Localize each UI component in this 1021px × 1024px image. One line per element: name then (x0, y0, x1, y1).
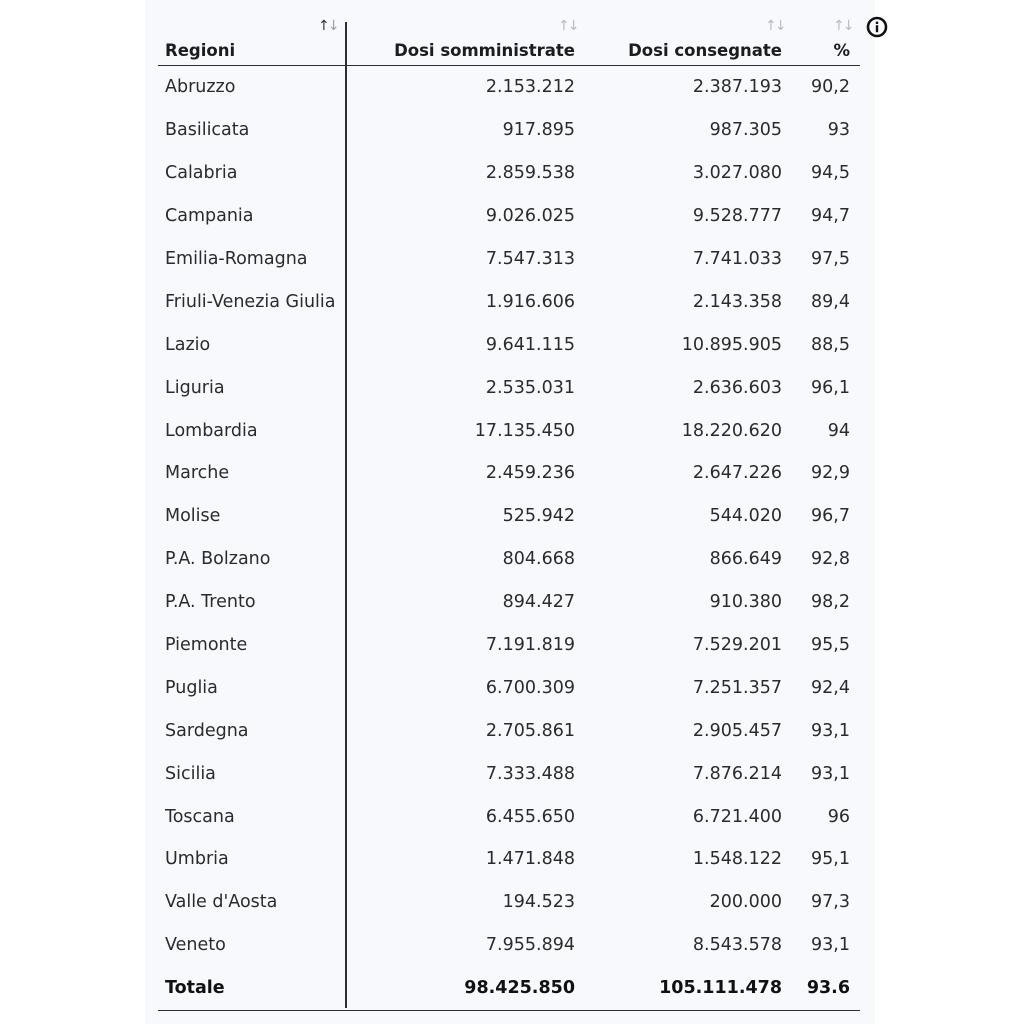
table-row (158, 752, 860, 795)
percent-cell: 93,1 (811, 935, 850, 956)
somministrate-cell: 6.455.650 (485, 806, 575, 827)
consegnate-cell: 544.020 (709, 506, 782, 527)
somministrate-cell: 9.641.115 (485, 334, 575, 355)
consegnate-cell: 18.220.620 (681, 420, 782, 441)
region-cell: Molise (165, 506, 221, 527)
percent-cell: 93,1 (811, 763, 850, 784)
consegnate-cell: 200.000 (709, 892, 782, 913)
sort-somministrate-button[interactable]: ↑↓ (558, 18, 578, 34)
total-somministrate: 98.425.850 (464, 978, 575, 999)
region-cell: Lazio (165, 334, 211, 355)
total-row (158, 967, 860, 1011)
table-row (158, 195, 860, 238)
percent-cell: 96 (827, 806, 850, 827)
table-row (158, 366, 860, 409)
consegnate-cell: 3.027.080 (692, 163, 782, 184)
somministrate-cell: 894.427 (502, 592, 575, 613)
header-dosi-consegnate[interactable]: Dosi consegnate (628, 41, 782, 60)
consegnate-cell: 2.387.193 (692, 77, 782, 98)
table-header (158, 16, 860, 66)
region-cell: Valle d'Aosta (165, 892, 278, 913)
info-icon[interactable] (866, 16, 888, 38)
consegnate-cell: 866.649 (709, 549, 782, 570)
consegnate-cell: 7.741.033 (692, 249, 782, 269)
region-cell: Liguria (165, 377, 225, 398)
table-row (158, 581, 860, 624)
table-row (158, 323, 860, 366)
table-row (158, 666, 860, 709)
table-row (158, 795, 860, 838)
region-cell: P.A. Bolzano (165, 549, 271, 570)
table-row (158, 280, 860, 323)
table-row (158, 409, 860, 452)
header-percent[interactable]: % (833, 41, 850, 60)
percent-cell: 93,1 (811, 720, 850, 741)
consegnate-cell: 910.380 (709, 592, 782, 613)
region-cell: Marche (165, 463, 230, 484)
consegnate-cell: 6.721.400 (692, 806, 782, 827)
percent-cell: 89,4 (811, 291, 850, 312)
sort-consegnate-button[interactable]: ↑↓ (765, 18, 785, 34)
consegnate-cell: 2.143.358 (692, 291, 782, 312)
percent-cell: 90,2 (811, 77, 850, 98)
somministrate-cell: 917.895 (502, 120, 575, 141)
percent-cell: 94 (827, 420, 850, 441)
percent-cell: 88,5 (811, 334, 850, 355)
table-body (158, 66, 860, 967)
percent-cell: 92,9 (811, 463, 850, 484)
percent-cell: 95,1 (811, 849, 850, 870)
table-row (158, 538, 860, 581)
somministrate-cell: 2.859.538 (485, 163, 575, 184)
region-cell: Emilia-Romagna (165, 249, 308, 269)
header-regioni[interactable]: Regioni (165, 41, 236, 60)
percent-cell: 95,5 (811, 635, 850, 656)
percent-cell: 96,1 (811, 377, 850, 398)
somministrate-cell: 7.333.488 (485, 763, 575, 784)
table-row (158, 881, 860, 924)
region-cell: Calabria (165, 163, 238, 184)
percent-cell: 94,7 (811, 206, 850, 227)
consegnate-cell: 7.529.201 (692, 635, 782, 656)
consegnate-cell: 2.905.457 (692, 720, 782, 741)
region-cell: Basilicata (165, 120, 250, 141)
consegnate-cell: 7.251.357 (692, 677, 782, 698)
percent-cell: 96,7 (811, 506, 850, 527)
region-cell: Veneto (165, 935, 226, 956)
region-cell: Puglia (165, 677, 218, 698)
somministrate-cell: 194.523 (502, 892, 575, 913)
region-cell: Lombardia (165, 420, 258, 441)
percent-cell: 93 (827, 120, 850, 141)
region-cell: Sicilia (165, 763, 216, 784)
somministrate-cell: 1.471.848 (485, 849, 575, 870)
somministrate-cell: 6.700.309 (485, 677, 575, 698)
table-row (158, 238, 860, 281)
total-label: Totale (165, 978, 225, 999)
consegnate-cell: 10.895.905 (681, 334, 782, 355)
percent-cell: 92,4 (811, 677, 850, 698)
table-row (158, 452, 860, 495)
somministrate-cell: 1.916.606 (485, 291, 575, 312)
table-row (158, 109, 860, 152)
consegnate-cell: 7.876.214 (692, 763, 782, 784)
table-row (158, 838, 860, 881)
somministrate-cell: 7.955.894 (485, 935, 575, 956)
consegnate-cell: 2.647.226 (692, 463, 782, 484)
somministrate-cell: 7.191.819 (485, 635, 575, 656)
consegnate-cell: 1.548.122 (692, 849, 782, 870)
percent-cell: 97,5 (811, 249, 850, 269)
region-cell: Umbria (165, 849, 229, 870)
percent-cell: 98,2 (811, 592, 850, 613)
total-percent: 93.6 (806, 978, 850, 999)
somministrate-cell: 525.942 (502, 506, 575, 527)
table-row (158, 66, 860, 109)
somministrate-cell: 17.135.450 (474, 420, 575, 441)
percent-cell: 94,5 (811, 163, 850, 184)
region-cell: Campania (165, 206, 254, 227)
table-row (158, 924, 860, 967)
somministrate-cell: 804.668 (502, 549, 575, 570)
somministrate-cell: 2.153.212 (485, 77, 575, 98)
table-row (158, 709, 860, 752)
somministrate-cell: 7.547.313 (485, 249, 575, 269)
table-row (158, 152, 860, 195)
somministrate-cell: 2.705.861 (485, 720, 575, 741)
percent-cell: 97,3 (811, 892, 850, 913)
sort-percent-button[interactable]: ↑↓ (833, 18, 853, 34)
header-dosi-somministrate[interactable]: Dosi somministrate (394, 41, 575, 60)
region-cell: Toscana (165, 806, 235, 827)
percent-cell: 92,8 (811, 549, 850, 570)
somministrate-cell: 9.026.025 (485, 206, 575, 227)
vaccine-doses-table (158, 16, 860, 1011)
table-row (158, 624, 860, 667)
consegnate-cell: 987.305 (709, 120, 782, 141)
region-cell: P.A. Trento (165, 592, 256, 613)
somministrate-cell: 2.459.236 (485, 463, 575, 484)
consegnate-cell: 8.543.578 (692, 935, 782, 956)
region-cell: Abruzzo (165, 77, 236, 98)
region-cell: Friuli-Venezia Giulia (165, 291, 336, 312)
consegnate-cell: 2.636.603 (692, 377, 782, 398)
table-row (158, 495, 860, 538)
consegnate-cell: 9.528.777 (692, 206, 782, 227)
region-cell: Piemonte (165, 635, 248, 656)
region-cell: Sardegna (165, 720, 249, 741)
total-consegnate: 105.111.478 (659, 978, 782, 999)
sort-regioni-button[interactable]: ↑↓ (318, 18, 338, 34)
somministrate-cell: 2.535.031 (485, 377, 575, 398)
